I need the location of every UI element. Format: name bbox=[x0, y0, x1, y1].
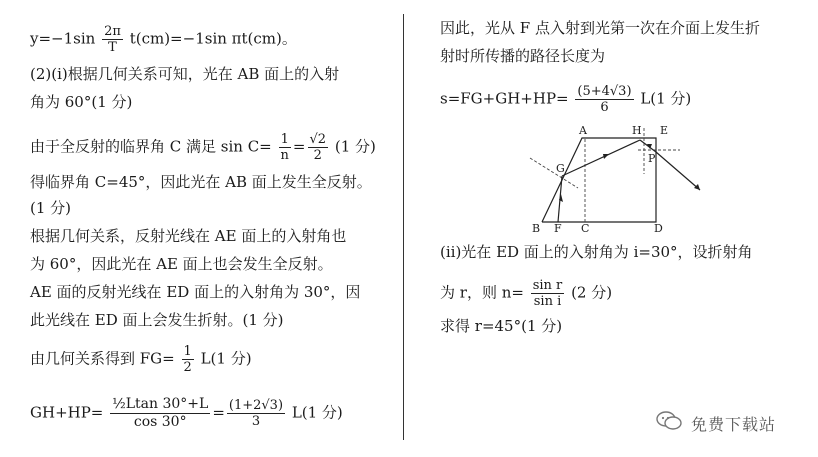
optics-diagram bbox=[528, 124, 708, 236]
text: (1 分) bbox=[334, 137, 376, 156]
fraction-root2-over-2 bbox=[308, 132, 329, 163]
text: y=−1sin bbox=[30, 29, 96, 48]
numerator: 2π bbox=[104, 24, 121, 39]
line-FG bbox=[30, 344, 252, 375]
numerator: sin r bbox=[532, 278, 563, 293]
equals: = bbox=[212, 403, 225, 422]
denominator: 2 bbox=[313, 148, 322, 163]
watermark bbox=[655, 406, 800, 438]
line-9: AE 面的反射光线在 ED 面上的入射角为 30°，因 bbox=[30, 283, 361, 301]
denominator: 6 bbox=[600, 100, 609, 115]
ray-refracted bbox=[656, 152, 700, 190]
line-path-length bbox=[440, 84, 691, 115]
text: L(1 分) bbox=[200, 349, 252, 368]
label-A: A bbox=[579, 124, 587, 137]
fraction-path-length bbox=[575, 84, 633, 115]
denominator: 2 bbox=[183, 360, 192, 375]
line-8: 为 60°，因此光在 AE 面上也会发生全反射。 bbox=[30, 255, 333, 273]
fraction-1-over-n bbox=[279, 132, 291, 163]
fraction-GH-HP bbox=[110, 396, 210, 431]
label-D: D bbox=[654, 222, 663, 235]
fraction-2pi-over-T bbox=[102, 24, 123, 55]
line-GH-HP bbox=[30, 396, 343, 431]
line-2: (2)(ⅰ)根据几何关系可知，光在 AB 面上的入射 bbox=[30, 65, 340, 83]
line-10: 此光线在 ED 面上会发生折射。(1 分) bbox=[30, 311, 284, 329]
line-r1: 因此，光从 F 点入射到光第一次在介面上发生折 bbox=[440, 19, 760, 37]
numerator: (1+2√3) bbox=[228, 398, 284, 413]
column-divider bbox=[403, 14, 404, 440]
numerator: ½Ltan 30°+L bbox=[112, 396, 209, 412]
watermark-text: 免费下载站 bbox=[691, 415, 777, 434]
text: 由于全反射的临界角 C 满足 sin C= bbox=[30, 137, 272, 156]
label-G: G bbox=[556, 162, 565, 175]
text: L(1 分) bbox=[291, 403, 343, 422]
denominator: sin i bbox=[533, 294, 562, 309]
text: L(1 分) bbox=[640, 89, 692, 108]
text: 由几何关系得到 FG= bbox=[30, 349, 175, 368]
label-H: H bbox=[632, 124, 642, 137]
fraction-sinr-over-sini bbox=[531, 278, 565, 309]
numerator: √2 bbox=[309, 132, 327, 147]
line-refraction-index bbox=[440, 278, 612, 309]
ray-GH bbox=[562, 140, 640, 176]
line-r2: 射时所传播的路径长度为 bbox=[440, 47, 606, 65]
line-wave-equation bbox=[30, 24, 297, 55]
text: GH+HP= bbox=[30, 403, 104, 422]
line-7: 根据几何关系，反射光线在 AE 面上的入射角也 bbox=[30, 227, 347, 245]
fraction-result bbox=[227, 398, 285, 429]
text: (2 分) bbox=[571, 283, 613, 302]
label-B: B bbox=[532, 222, 541, 235]
text: t(cm)=−1sin πt(cm)。 bbox=[129, 29, 297, 48]
text: s=FG+GH+HP= bbox=[440, 89, 569, 108]
label-E: E bbox=[660, 124, 669, 137]
line-critical-angle bbox=[30, 132, 376, 163]
text: 为 r，则 n= bbox=[440, 283, 524, 302]
denominator: cos 30° bbox=[133, 414, 187, 430]
label-F: F bbox=[554, 222, 562, 235]
numerator: (5+4√3) bbox=[577, 84, 632, 99]
line-r6: 求得 r=45°(1 分) bbox=[440, 317, 563, 335]
wechat-icon bbox=[655, 410, 683, 432]
denominator: n bbox=[280, 148, 289, 163]
line-r4: (ⅱ)光在 ED 面上的入射角为 i=30°，设折射角 bbox=[440, 243, 753, 261]
numerator: 1 bbox=[183, 344, 192, 359]
denominator: 3 bbox=[251, 414, 261, 429]
label-P: P bbox=[648, 152, 656, 165]
equals: = bbox=[292, 137, 306, 156]
line-6: (1 分) bbox=[30, 199, 72, 217]
line-5: 得临界角 C=45°，因此光在 AB 面上发生全反射。 bbox=[30, 173, 372, 191]
fraction-1-over-2 bbox=[182, 344, 194, 375]
label-C: C bbox=[581, 222, 590, 235]
arrow-GH bbox=[603, 154, 609, 159]
numerator: 1 bbox=[279, 132, 291, 148]
denominator: T bbox=[108, 40, 117, 55]
line-3: 角为 60°(1 分) bbox=[30, 93, 133, 111]
